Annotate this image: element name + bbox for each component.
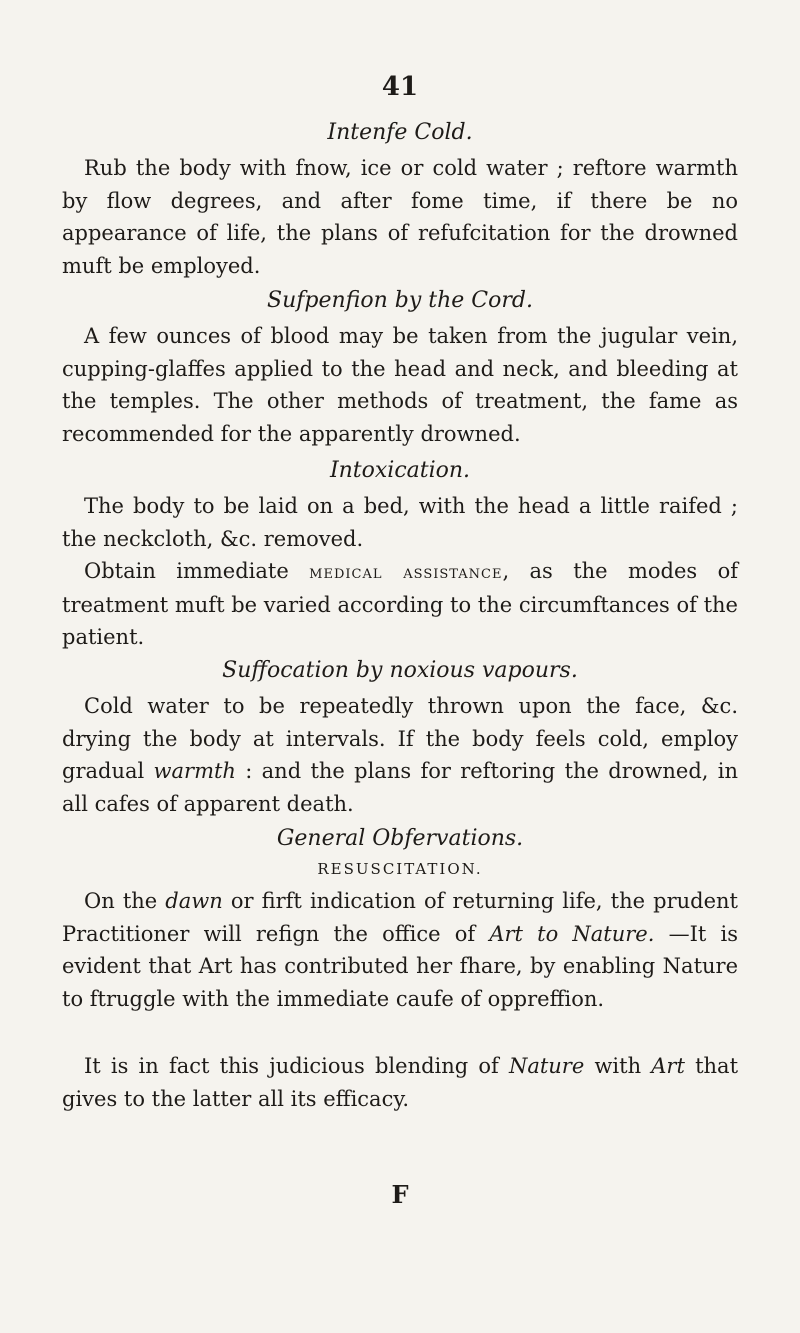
heading-intense-cold: Intenfe Cold. — [327, 120, 473, 145]
text-run: that gives to the latter all its efficacy. — [62, 1054, 739, 1111]
text-run: Obtain immediate — [84, 559, 310, 583]
heading-general-observations: General Obfervations. — [276, 826, 524, 851]
paragraph-observations-1 — [62, 885, 738, 1015]
text-run: It is in fact this judicious blending of — [84, 1054, 509, 1078]
text-run: Cold water to be repeatedly thrown upon the face, &c. drying the body at intervals. If the body feels cold, employ gradual — [62, 694, 738, 783]
heading-intoxication: Intoxication. — [329, 458, 471, 483]
warmth-italic: warmth — [153, 759, 236, 783]
paragraph-suffocation — [62, 690, 738, 820]
subheading-resuscitation: RESUSCITATION. — [317, 860, 483, 878]
text-run: : and the plans for reftoring the drowned, in all cafes of apparent death. — [62, 759, 738, 816]
paragraph-intoxication-1: The body to be laid on a bed, with the head a little raifed ; the neckcloth, &c. removed. — [62, 494, 738, 551]
paragraph-suspension: A few ounces of blood may be taken from the jugular vein, cupping-glaffes applied to the head and neck, and bleeding at the temples. The other methods of treatment, the fame as recommended for the apparently drowned. — [62, 324, 738, 446]
text-run: , as the modes of treatment muft be varied according to the circumftances of the patient. — [62, 559, 738, 649]
heading-suffocation: Suffocation by noxious vapours. — [222, 658, 578, 683]
art-to-nature-italic: Art to Nature. — [489, 921, 655, 946]
text-run: with — [584, 1054, 652, 1078]
medical-assistance-smallcaps: medical assistance — [309, 561, 503, 583]
art-italic: Art — [651, 1054, 685, 1078]
paragraph-intense-cold: Rub the body with fnow, ice or cold water ; reftore warmth by flow degrees, and after fome time, if there be no appearance of life, the plans of refufcitation for the drowned muft be employed. — [62, 156, 738, 278]
signature-mark: F — [391, 1180, 409, 1209]
text-run: or firft indication of returning life, the prudent Practitioner will refign the office of — [62, 889, 738, 946]
text-run: On the — [84, 889, 166, 913]
page-number: 41 — [381, 72, 419, 102]
heading-suspension: Sufpenfion by the Cord. — [267, 288, 533, 313]
nature-italic: Nature — [508, 1054, 585, 1078]
paragraph-intoxication-2 — [62, 555, 738, 654]
dawn-italic: dawn — [165, 889, 223, 913]
text-run: —It is evident that Art has contributed her fhare, by enabling Nature to ftruggle with the immediate caufe of oppreffion. — [62, 921, 739, 1011]
paragraph-observations-2 — [62, 1050, 738, 1115]
